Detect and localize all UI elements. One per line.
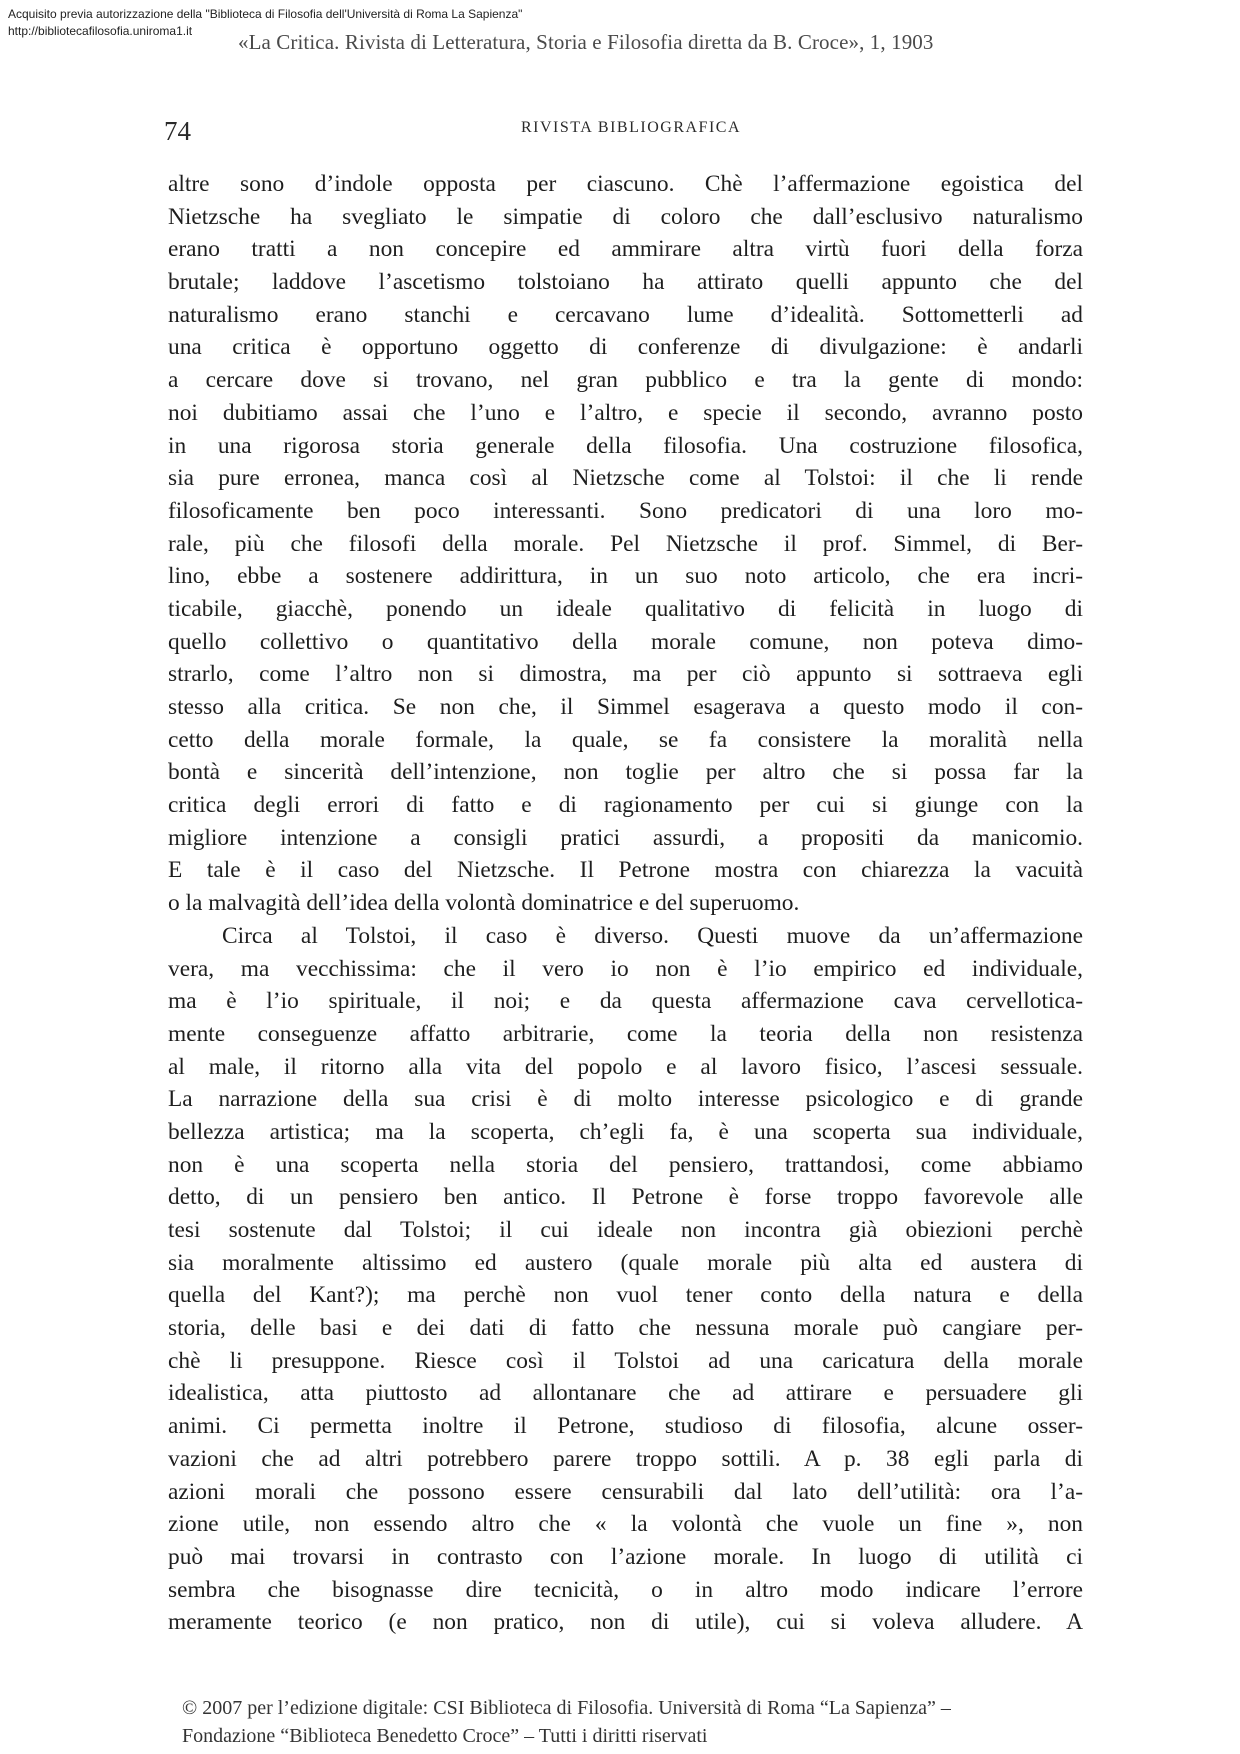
text-line: animi. Ci permetta inoltre il Petrone, studioso di filosofia, alcune osser-: [168, 1413, 1083, 1440]
text-line: quello collettivo o quantitativo della morale comune, non poteva dimo-: [168, 628, 1083, 655]
text-line: storia, delle basi e dei dati di fatto che nessuna morale può cangiare per-: [168, 1315, 1083, 1342]
body-text: [168, 168, 1083, 1639]
text-line: può mai trovarsi in contrasto con l’azione morale. In luogo di utilità ci: [168, 1543, 1083, 1570]
text-line: stesso alla critica. Se non che, il Simmel esagerava a questo modo il con-: [168, 694, 1083, 720]
text-line: ma è l’io spirituale, il noi; e da questa affermazione cava cervellotica-: [168, 988, 1083, 1015]
text-line: idealistica, atta piuttosto ad allontanare che ad attirare e persuadere gli: [168, 1380, 1083, 1407]
text-line: sia pure erronea, manca così al Nietzsche come al Tolstoi: il che li rende: [168, 465, 1083, 492]
text-line: vera, ma vecchissima: che il vero io non è l’io empirico ed individuale,: [168, 955, 1083, 982]
running-head: RIVISTA BIBLIOGRAFICA: [520, 119, 741, 136]
text-line: migliore intenzione a consigli pratici assurdi, a propositi da manicomio.: [168, 824, 1083, 851]
text-line: vazioni che ad altri potrebbero parere troppo sottili. A p. 38 egli parla di: [168, 1445, 1083, 1472]
source-citation: «La Critica. Rivista di Letteratura, Storia e Filosofia diretta da B. Croce», 1, 1903: [238, 30, 934, 54]
text-line: Circa al Tolstoi, il caso è diverso. Questi muove da un’affermazione: [222, 922, 1083, 949]
text-line: meramente teorico (e non pratico, non di utile), cui si voleva alludere. A: [168, 1609, 1083, 1636]
text-line: strarlo, come l’altro non si dimostra, ma per ciò appunto si sottraeva egli: [168, 661, 1083, 688]
text-line: critica degli errori di fatto e di ragionamento per cui si giunge con la: [168, 792, 1083, 819]
text-line: a cercare dove si trovano, nel gran pubblico e tra la gente di mondo:: [168, 367, 1083, 394]
text-line: filosoficamente ben poco interessanti. Sono predicatori di una loro mo-: [168, 497, 1083, 524]
text-line: sia moralmente altissimo ed austero (quale morale più alta ed austera di: [168, 1249, 1083, 1276]
paragraph: [168, 168, 1083, 920]
text-line: ticabile, giacchè, ponendo un ideale qualitativo di felicità in luogo di: [168, 595, 1083, 622]
acquisition-notice-text: Acquisito previa autorizzazione della "Biblioteca di Filosofia dell'Università di Roma La Sapienza": [8, 7, 523, 21]
text-line: lino, ebbe a sostenere addirittura, in un suo noto articolo, che era incri-: [168, 563, 1083, 590]
page-number: 74: [164, 116, 191, 146]
text-line: tesi sostenute dal Tolstoi; il cui ideale non incontra già obiezioni perchè: [168, 1217, 1083, 1243]
text-line: brutale; laddove l’ascetismo tolstoiano ha attirato quelli appunto che del: [168, 269, 1083, 296]
text-line: La narrazione della sua crisi è di molto interesse psicologico e di grande: [168, 1086, 1083, 1113]
text-line: al male, il ritorno alla vita del popolo e al lavoro fisico, l’ascesi sessuale.: [168, 1053, 1083, 1080]
text-line: bellezza artistica; ma la scoperta, ch’egli fa, è una scoperta sua individuale,: [168, 1118, 1083, 1145]
text-line: altre sono d’indole opposta per ciascuno. Chè l’affermazione egoistica del: [168, 171, 1083, 197]
text-line: mente conseguenze affatto arbitrarie, come la teoria della non resistenza: [168, 1020, 1083, 1047]
rights-line: Fondazione “Biblioteca Benedetto Croce” – Tutti i diritti riservati: [182, 1725, 708, 1747]
text-line: chè li presuppone. Riesce così il Tolstoi ad una caricatura della morale: [168, 1347, 1083, 1374]
copyright-footer: [182, 1694, 951, 1750]
library-url: http://bibliotecafilosofia.uniroma1.it: [8, 24, 193, 38]
text-line: quella del Kant?); ma perchè non vuol tener conto della natura e della: [168, 1282, 1083, 1309]
text-line: bontà e sincerità dell’intenzione, non toglie per altro che si possa far la: [168, 759, 1083, 786]
text-line: una critica è opportuno oggetto di conferenze di divulgazione: è andarli: [168, 334, 1083, 361]
text-line: erano tratti a non concepire ed ammirare altra virtù fuori della forza: [168, 236, 1083, 263]
text-line: in una rigorosa storia generale della filosofia. Una costruzione filosofica,: [168, 432, 1083, 459]
text-line: E tale è il caso del Nietzsche. Il Petrone mostra con chiarezza la vacuità: [168, 857, 1083, 884]
copyright-line: © 2007 per l’edizione digitale: CSI Biblioteca di Filosofia. Università di Roma “La Sapienza” –: [182, 1697, 951, 1719]
text-line: noi dubitiamo assai che l’uno e l’altro, e specie il secondo, avranno posto: [168, 399, 1083, 426]
text-line: rale, più che filosofi della morale. Pel Nietzsche il prof. Simmel, di Ber-: [168, 530, 1083, 557]
text-line: o la malvagità dell’idea della volontà dominatrice e del superuomo.: [168, 890, 800, 917]
text-line: detto, di un pensiero ben antico. Il Petrone è forse troppo favorevole alle: [168, 1184, 1083, 1211]
text-line: azioni morali che possono essere censurabili dal lato dell’utilità: ora l’a-: [168, 1478, 1083, 1505]
paragraph: [168, 920, 1083, 1639]
text-line: non è una scoperta nella storia del pensiero, trattandosi, come abbiamo: [168, 1151, 1083, 1178]
text-line: naturalismo erano stanchi e cercavano lume d’idealità. Sottometterli ad: [168, 301, 1083, 328]
text-line: Nietzsche ha svegliato le simpatie di coloro che dall’esclusivo naturalismo: [168, 203, 1083, 230]
text-line: cetto della morale formale, la quale, se fa consistere la moralità nella: [168, 726, 1083, 753]
text-line: sembra che bisognasse dire tecnicità, o in altro modo indicare l’errore: [168, 1576, 1083, 1603]
text-line: zione utile, non essendo altro che « la volontà che vuole un fine », non: [168, 1511, 1083, 1538]
